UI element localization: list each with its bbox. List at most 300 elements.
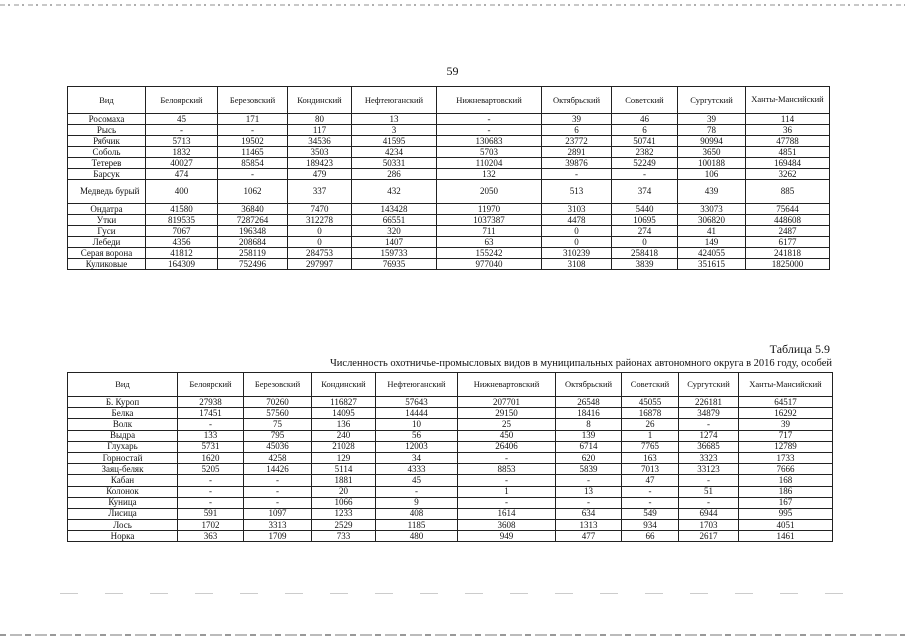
count-cell: 1825000 <box>746 259 830 270</box>
count-cell: 133 <box>178 430 244 441</box>
count-cell: 132 <box>437 169 542 180</box>
count-cell: 186 <box>739 486 833 497</box>
count-cell: 159733 <box>352 248 437 259</box>
count-cell: 1313 <box>556 520 622 531</box>
count-cell: 310239 <box>542 248 612 259</box>
count-cell: 258418 <box>612 248 678 259</box>
count-cell: 75 <box>244 419 312 430</box>
table-header-row <box>68 373 833 397</box>
count-cell: 14426 <box>244 464 312 475</box>
count-cell: 3608 <box>458 520 556 531</box>
count-cell: 114 <box>746 114 830 125</box>
count-cell: 439 <box>678 180 746 204</box>
count-cell: 149 <box>678 237 746 248</box>
table-row <box>68 441 833 452</box>
species-cell: Норка <box>68 531 178 542</box>
count-cell: 620 <box>556 452 622 463</box>
count-cell: 63 <box>437 237 542 248</box>
count-cell: 34536 <box>288 136 352 147</box>
count-cell: 2487 <box>746 226 830 237</box>
scan-artifact-edge <box>0 634 905 636</box>
table-row <box>68 114 830 125</box>
count-cell: 1 <box>458 486 556 497</box>
table-row <box>68 430 833 441</box>
count-cell: - <box>612 169 678 180</box>
count-cell: - <box>437 114 542 125</box>
count-cell: 47788 <box>746 136 830 147</box>
column-header: Нефтеюганский <box>352 87 437 114</box>
count-cell: 56 <box>376 430 458 441</box>
count-cell: 1461 <box>739 531 833 542</box>
table-row <box>68 486 833 497</box>
count-cell: 479 <box>288 169 352 180</box>
table-row <box>68 237 830 248</box>
count-cell: 18416 <box>556 408 622 419</box>
species-cell: Б. Куроп <box>68 397 178 408</box>
count-cell: 7765 <box>622 441 679 452</box>
count-cell: 39 <box>542 114 612 125</box>
count-cell: 432 <box>352 180 437 204</box>
count-cell: 1066 <box>312 497 376 508</box>
count-cell: - <box>244 486 312 497</box>
species-cell: Лебеди <box>68 237 146 248</box>
count-cell: - <box>556 497 622 508</box>
count-cell: 977040 <box>437 259 542 270</box>
count-cell: 795 <box>244 430 312 441</box>
count-cell: 4333 <box>376 464 458 475</box>
count-cell: 1 <box>622 430 679 441</box>
count-cell: 240 <box>312 430 376 441</box>
count-cell: 25 <box>458 419 556 430</box>
table-row <box>68 397 833 408</box>
count-cell: - <box>679 497 739 508</box>
count-cell: 50331 <box>352 158 437 169</box>
count-cell: - <box>178 486 244 497</box>
count-cell: 13 <box>556 486 622 497</box>
species-cell: Белка <box>68 408 178 419</box>
count-cell: 70260 <box>244 397 312 408</box>
count-cell: 41 <box>678 226 746 237</box>
count-cell: 164309 <box>146 259 218 270</box>
scan-artifact-bottom <box>60 593 860 594</box>
count-cell: 45036 <box>244 441 312 452</box>
count-cell: 2891 <box>542 147 612 158</box>
count-cell: 8853 <box>458 464 556 475</box>
count-cell: 7666 <box>739 464 833 475</box>
count-cell: - <box>458 452 556 463</box>
count-cell: 424055 <box>678 248 746 259</box>
table-row <box>68 169 830 180</box>
species-cell: Ондатра <box>68 204 146 215</box>
column-header: Вид <box>68 87 146 114</box>
table-row <box>68 520 833 531</box>
count-cell: 400 <box>146 180 218 204</box>
count-cell: - <box>679 419 739 430</box>
count-cell: 1097 <box>244 508 312 519</box>
count-cell: 1733 <box>739 452 833 463</box>
count-cell: 934 <box>622 520 679 531</box>
count-cell: 39 <box>739 419 833 430</box>
count-cell: - <box>458 497 556 508</box>
scan-artifact-top <box>0 4 905 6</box>
count-cell: 167 <box>739 497 833 508</box>
count-cell: 241818 <box>746 248 830 259</box>
count-cell: - <box>458 475 556 486</box>
count-cell: 0 <box>612 237 678 248</box>
count-cell: 226181 <box>679 397 739 408</box>
count-cell: - <box>178 497 244 508</box>
count-cell: 3323 <box>679 452 739 463</box>
species-cell: Лисица <box>68 508 178 519</box>
species-cell: Выдра <box>68 430 178 441</box>
count-cell: 0 <box>542 237 612 248</box>
species-cell: Серая ворона <box>68 248 146 259</box>
count-cell: 196348 <box>218 226 288 237</box>
count-cell: 1037387 <box>437 215 542 226</box>
count-cell: 7013 <box>622 464 679 475</box>
count-cell: 2050 <box>437 180 542 204</box>
count-cell: 3650 <box>678 147 746 158</box>
species-cell: Тетерев <box>68 158 146 169</box>
count-cell: 717 <box>739 430 833 441</box>
count-cell: 0 <box>288 226 352 237</box>
count-cell: 10695 <box>612 215 678 226</box>
count-cell: 7067 <box>146 226 218 237</box>
count-cell: 33123 <box>679 464 739 475</box>
table-body <box>68 397 833 542</box>
count-cell: 3103 <box>542 204 612 215</box>
count-cell: 3262 <box>746 169 830 180</box>
column-header: Березовский <box>244 373 312 397</box>
column-header: Ханты-Мансийский <box>746 87 830 114</box>
count-cell: 474 <box>146 169 218 180</box>
count-cell: 3503 <box>288 147 352 158</box>
count-cell: 6714 <box>556 441 622 452</box>
species-cell: Колонок <box>68 486 178 497</box>
table-row <box>68 452 833 463</box>
count-cell: 1185 <box>376 520 458 531</box>
column-header: Советский <box>612 87 678 114</box>
count-cell: 1703 <box>679 520 739 531</box>
species-cell: Кабан <box>68 475 178 486</box>
count-cell: 591 <box>178 508 244 519</box>
count-cell: 36840 <box>218 204 288 215</box>
table-row <box>68 147 830 158</box>
count-cell: 11970 <box>437 204 542 215</box>
species-cell: Лось <box>68 520 178 531</box>
count-cell: 3 <box>352 125 437 136</box>
count-cell: 39876 <box>542 158 612 169</box>
table-row <box>68 508 833 519</box>
count-cell: 5440 <box>612 204 678 215</box>
count-cell: 8 <box>556 419 622 430</box>
count-cell: 110204 <box>437 158 542 169</box>
table-row <box>68 136 830 147</box>
count-cell: 374 <box>612 180 678 204</box>
count-cell: 169484 <box>746 158 830 169</box>
table-row <box>68 497 833 508</box>
column-header: Нижневартовский <box>458 373 556 397</box>
count-cell: 13 <box>352 114 437 125</box>
count-cell: 51 <box>679 486 739 497</box>
table-row <box>68 158 830 169</box>
column-header: Нижневартовский <box>437 87 542 114</box>
table-row <box>68 408 833 419</box>
count-cell: 16878 <box>622 408 679 419</box>
count-cell: 549 <box>622 508 679 519</box>
count-cell: 477 <box>556 531 622 542</box>
count-cell: 208684 <box>218 237 288 248</box>
count-cell: 0 <box>288 237 352 248</box>
count-cell: 17451 <box>178 408 244 419</box>
species-cell: Рысь <box>68 125 146 136</box>
count-cell: 45 <box>376 475 458 486</box>
count-cell: 80 <box>288 114 352 125</box>
count-cell: - <box>556 475 622 486</box>
count-cell: 26406 <box>458 441 556 452</box>
species-cell: Куликовые <box>68 259 146 270</box>
count-cell: 1832 <box>146 147 218 158</box>
count-cell: 1620 <box>178 452 244 463</box>
count-cell: 995 <box>739 508 833 519</box>
table-row <box>68 419 833 430</box>
count-cell: 1274 <box>679 430 739 441</box>
count-cell: 1614 <box>458 508 556 519</box>
count-cell: 5114 <box>312 464 376 475</box>
column-header: Вид <box>68 373 178 397</box>
count-cell: 19502 <box>218 136 288 147</box>
count-cell: 41812 <box>146 248 218 259</box>
count-cell: 274 <box>612 226 678 237</box>
count-cell: 4051 <box>739 520 833 531</box>
count-cell: 3108 <box>542 259 612 270</box>
count-cell: 130683 <box>437 136 542 147</box>
count-cell: 733 <box>312 531 376 542</box>
count-cell: 14444 <box>376 408 458 419</box>
count-cell: - <box>244 497 312 508</box>
species-cell: Глухарь <box>68 441 178 452</box>
count-cell: - <box>376 486 458 497</box>
count-cell: 64517 <box>739 397 833 408</box>
count-cell: 12003 <box>376 441 458 452</box>
count-cell: 14095 <box>312 408 376 419</box>
count-cell: 163 <box>622 452 679 463</box>
count-cell: 9 <box>376 497 458 508</box>
count-cell: 5713 <box>146 136 218 147</box>
count-cell: 4478 <box>542 215 612 226</box>
count-cell: 284753 <box>288 248 352 259</box>
count-cell: 6 <box>542 125 612 136</box>
count-cell: 23772 <box>542 136 612 147</box>
count-cell: 106 <box>678 169 746 180</box>
count-cell: 116827 <box>312 397 376 408</box>
count-cell: 66 <box>622 531 679 542</box>
count-cell: 4851 <box>746 147 830 158</box>
count-cell: 155242 <box>437 248 542 259</box>
table-row <box>68 226 830 237</box>
count-cell: 41595 <box>352 136 437 147</box>
count-cell: 90994 <box>678 136 746 147</box>
count-cell: 6177 <box>746 237 830 248</box>
count-cell: 85854 <box>218 158 288 169</box>
count-cell: 52249 <box>612 158 678 169</box>
count-cell: 752496 <box>218 259 288 270</box>
table-row <box>68 531 833 542</box>
count-cell: 258119 <box>218 248 288 259</box>
count-cell: 39 <box>678 114 746 125</box>
count-cell: 207701 <box>458 397 556 408</box>
count-cell: 5731 <box>178 441 244 452</box>
count-cell: 6 <box>612 125 678 136</box>
count-cell: 5205 <box>178 464 244 475</box>
table-row <box>68 475 833 486</box>
count-cell: 41580 <box>146 204 218 215</box>
column-header: Октябрьский <box>542 87 612 114</box>
count-cell: 5839 <box>556 464 622 475</box>
count-cell: 3313 <box>244 520 312 531</box>
count-cell: 634 <box>556 508 622 519</box>
count-cell: 513 <box>542 180 612 204</box>
page-number: 59 <box>446 64 459 78</box>
count-cell: 450 <box>458 430 556 441</box>
count-cell: 10 <box>376 419 458 430</box>
count-cell: 45055 <box>622 397 679 408</box>
species-cell: Медведь бурый <box>68 180 146 204</box>
count-cell: 1881 <box>312 475 376 486</box>
count-cell: 408 <box>376 508 458 519</box>
count-cell: - <box>622 497 679 508</box>
table-hunting-species-2016 <box>67 372 833 542</box>
count-cell: 363 <box>178 531 244 542</box>
count-cell: 76935 <box>352 259 437 270</box>
table-row <box>68 248 830 259</box>
count-cell: 286 <box>352 169 437 180</box>
count-cell: - <box>542 169 612 180</box>
count-cell: 45 <box>146 114 218 125</box>
count-cell: 40027 <box>146 158 218 169</box>
count-cell: 297997 <box>288 259 352 270</box>
count-cell: 480 <box>376 531 458 542</box>
count-cell: 33073 <box>678 204 746 215</box>
count-cell: 2382 <box>612 147 678 158</box>
column-header: Ханты-Мансийский <box>739 373 833 397</box>
species-cell: Гуси <box>68 226 146 237</box>
count-cell: 6944 <box>679 508 739 519</box>
count-cell: 1233 <box>312 508 376 519</box>
table-body <box>68 114 830 270</box>
count-cell: 171 <box>218 114 288 125</box>
count-cell: 26548 <box>556 397 622 408</box>
count-cell: 312278 <box>288 215 352 226</box>
count-cell: - <box>622 486 679 497</box>
count-cell: 27938 <box>178 397 244 408</box>
count-cell: 136 <box>312 419 376 430</box>
column-header: Сургутский <box>679 373 739 397</box>
count-cell: - <box>146 125 218 136</box>
count-cell: 129 <box>312 452 376 463</box>
count-cell: 5703 <box>437 147 542 158</box>
count-cell: 819535 <box>146 215 218 226</box>
count-cell: 2529 <box>312 520 376 531</box>
table-caption: Численность охотничье-промысловых видов в муниципальных районах автономного округа в 2016 году, особей <box>329 358 832 369</box>
count-cell: 20 <box>312 486 376 497</box>
count-cell: - <box>178 419 244 430</box>
count-cell: 949 <box>458 531 556 542</box>
count-cell: 78 <box>678 125 746 136</box>
count-cell: 351615 <box>678 259 746 270</box>
column-header: Кондинский <box>288 87 352 114</box>
count-cell: 4258 <box>244 452 312 463</box>
count-cell: - <box>178 475 244 486</box>
table-number: Таблица 5.9 <box>769 342 830 356</box>
count-cell: 885 <box>746 180 830 204</box>
count-cell: 46 <box>612 114 678 125</box>
count-cell: 448608 <box>746 215 830 226</box>
count-cell: 1702 <box>178 520 244 531</box>
count-cell: 337 <box>288 180 352 204</box>
species-cell: Барсук <box>68 169 146 180</box>
species-cell: Росомаха <box>68 114 146 125</box>
count-cell: 2617 <box>679 531 739 542</box>
column-header: Октябрьский <box>556 373 622 397</box>
table-row <box>68 464 833 475</box>
count-cell: 711 <box>437 226 542 237</box>
count-cell: 12789 <box>739 441 833 452</box>
species-cell: Рябчик <box>68 136 146 147</box>
count-cell: 36685 <box>679 441 739 452</box>
count-cell: 143428 <box>352 204 437 215</box>
count-cell: 7287264 <box>218 215 288 226</box>
count-cell: 306820 <box>678 215 746 226</box>
table-row <box>68 180 830 204</box>
count-cell: 3839 <box>612 259 678 270</box>
count-cell: 0 <box>542 226 612 237</box>
count-cell: 139 <box>556 430 622 441</box>
count-cell: 29150 <box>458 408 556 419</box>
table-hunting-species-1 <box>67 86 830 270</box>
count-cell: 36 <box>746 125 830 136</box>
table-row <box>68 215 830 226</box>
count-cell: 11465 <box>218 147 288 158</box>
count-cell: 66551 <box>352 215 437 226</box>
column-header: Нефтеюганский <box>376 373 458 397</box>
count-cell: - <box>244 475 312 486</box>
column-header: Белоярский <box>146 87 218 114</box>
count-cell: - <box>218 169 288 180</box>
count-cell: - <box>679 475 739 486</box>
count-cell: 1709 <box>244 531 312 542</box>
count-cell: 7470 <box>288 204 352 215</box>
count-cell: 4234 <box>352 147 437 158</box>
table-header-row <box>68 87 830 114</box>
count-cell: 34 <box>376 452 458 463</box>
column-header: Березовский <box>218 87 288 114</box>
count-cell: - <box>218 125 288 136</box>
table-row <box>68 204 830 215</box>
count-cell: 16292 <box>739 408 833 419</box>
count-cell: 26 <box>622 419 679 430</box>
species-cell: Соболь <box>68 147 146 158</box>
count-cell: 1407 <box>352 237 437 248</box>
count-cell: 100188 <box>678 158 746 169</box>
column-header: Кондинский <box>312 373 376 397</box>
count-cell: 57560 <box>244 408 312 419</box>
species-cell: Куница <box>68 497 178 508</box>
count-cell: 1062 <box>218 180 288 204</box>
count-cell: 34879 <box>679 408 739 419</box>
count-cell: 75644 <box>746 204 830 215</box>
count-cell: 4356 <box>146 237 218 248</box>
